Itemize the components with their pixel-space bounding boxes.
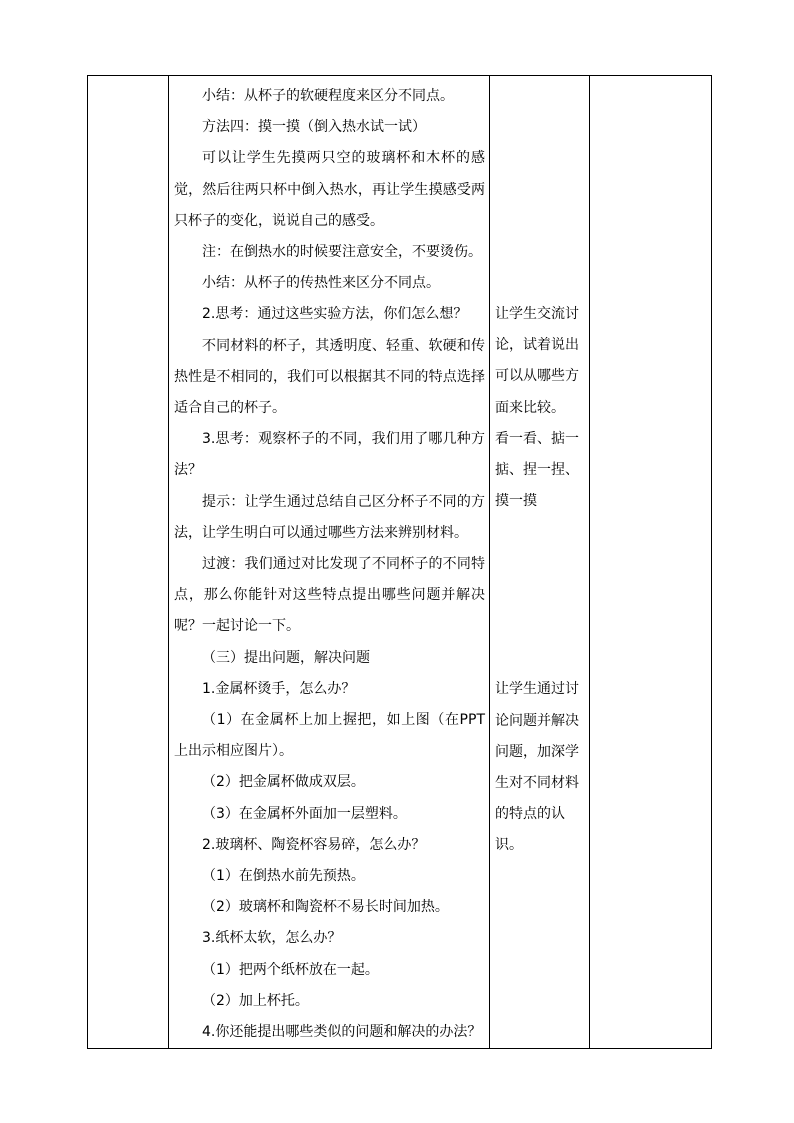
paragraph: 过渡：我们通过对比发现了不同杯子的不同特点，那么你能针对这些特点提出哪些问题并解决呢？一起讨论一下。 — [174, 556, 485, 635]
section-heading: （三）提出问题，解决问题 — [202, 649, 370, 666]
spacer — [495, 81, 585, 299]
activity-note: 看一看、掂一掂、捏一捏、摸一摸 — [495, 430, 579, 510]
paragraph: 不同材料的杯子，其透明度、轻重、软硬和传热性是不相同的，我们可以根据其不同的特点选择适合自己的杯子。 — [174, 337, 485, 417]
paragraph: 小结：从杯子的传热性来区分不同点。 — [202, 275, 440, 292]
paragraph: （2）把金属杯做成双层。 — [202, 774, 365, 791]
paragraph: 小结：从杯子的软硬程度来区分不同点。 — [202, 88, 454, 104]
paragraph: 注：在倒热水的时候要注意安全，不要烫伤。 — [202, 244, 482, 261]
paragraph: 4.你还能提出哪些类似的问题和解决的办法？ — [202, 1024, 482, 1041]
lesson-plan-table — [87, 75, 712, 1049]
spacer — [495, 517, 585, 674]
paragraph: 可以让学生先摸两只空的玻璃杯和木杯的感觉，然后往两只杯中倒入热水，再让学生摸感受两只杯子的变化，说说自己的感受。 — [174, 150, 485, 229]
teaching-process-content — [169, 76, 489, 1048]
paragraph: （2）加上杯托。 — [202, 992, 309, 1009]
paragraph: （1）在倒热水前先预热。 — [202, 868, 365, 885]
activity-note: 让学生交流讨论，试着说出可以从哪些方面来比较。 — [495, 306, 579, 416]
student-activity-cell — [490, 76, 590, 1049]
paragraph: （2）玻璃杯和陶瓷杯不易长时间加热。 — [202, 899, 449, 916]
paragraph: 提示：让学生通过总结自己区分杯子不同的方法，让学生明白可以通过哪些方法来辨别材料。 — [174, 493, 485, 541]
table-row — [88, 76, 712, 1049]
paragraph: 方法四：摸一摸（倒入热水试一试） — [202, 119, 426, 136]
empty-left-cell — [88, 76, 169, 1049]
paragraph: 3.纸杯太软，怎么办？ — [202, 930, 342, 947]
paragraph: （1）在金属杯上加上握把，如上图（在PPT上出示相应图片）。 — [174, 712, 485, 760]
teaching-process-cell — [169, 76, 490, 1049]
student-activity-content — [490, 76, 589, 862]
paragraph: 2.玻璃杯、陶瓷杯容易碎，怎么办？ — [202, 836, 426, 853]
paragraph: （1）把两个纸杯放在一起。 — [202, 961, 379, 978]
paragraph: 1.金属杯烫手，怎么办？ — [202, 680, 356, 697]
empty-right-cell — [590, 76, 712, 1049]
activity-note: 让学生通过讨论问题并解决问题，加深学生对不同材料的特点的认识。 — [495, 681, 579, 854]
paragraph: 2.思考：通过这些实验方法，你们怎么想？ — [202, 306, 468, 323]
paragraph: 3.思考：观察杯子的不同，我们用了哪几种方法？ — [174, 431, 485, 479]
paragraph: （3）在金属杯外面加一层塑料。 — [202, 805, 407, 822]
